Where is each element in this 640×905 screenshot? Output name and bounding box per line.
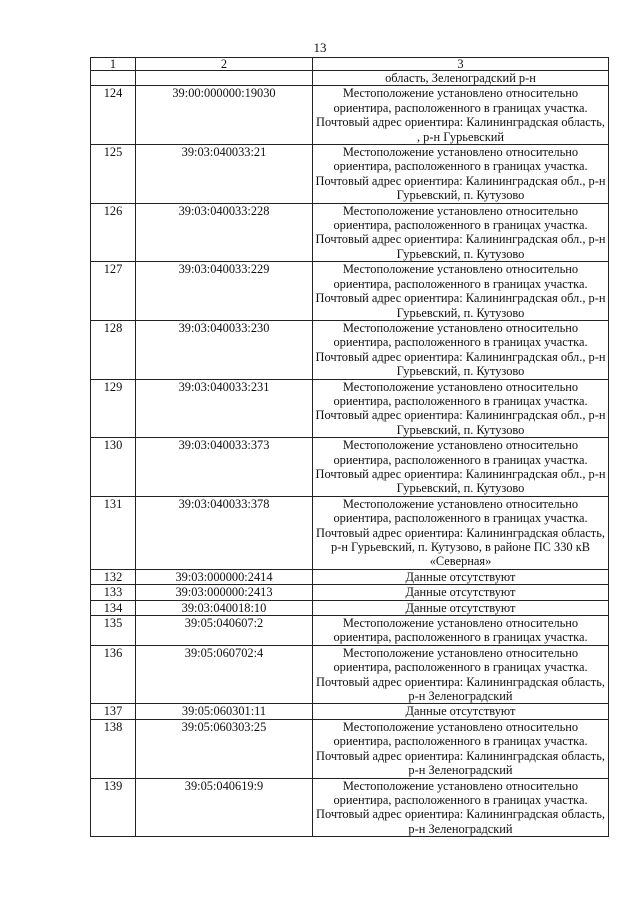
header-cell-cadastral: 2	[136, 58, 313, 71]
table-row	[91, 719, 609, 778]
location-description-cell: Местоположение установлено относительно ориентира, расположенного в границах участка. Почтовый адрес ориентира: Калининградская обл., р-н Гурьевский, п. Кутузово	[313, 379, 609, 438]
location-description-cell: Местоположение установлено относительно ориентира, расположенного в границах участка. Почтовый адрес ориентира: Калининградская обл., р-н Гурьевский, п. Кутузово	[313, 262, 609, 321]
table-row	[91, 778, 609, 837]
cadastral-number-cell: 39:00:000000:19030	[136, 86, 313, 145]
table-row	[91, 704, 609, 719]
cadastral-number-cell: 39:05:060702:4	[136, 645, 313, 704]
cadastral-number-cell: 39:03:000000:2413	[136, 585, 313, 600]
table-row	[91, 438, 609, 497]
row-number-cell: 130	[91, 438, 136, 497]
row-number-cell: 124	[91, 86, 136, 145]
cadastral-number-cell: 39:03:040033:373	[136, 438, 313, 497]
location-description-cell: Местоположение установлено относительно ориентира, расположенного в границах участка. Почтовый адрес ориентира: Калининградская область, р-н Зеленоградский	[313, 778, 609, 837]
cadastral-number-cell: 39:05:040619:9	[136, 778, 313, 837]
table-row	[91, 71, 609, 86]
cadastral-number-cell: 39:05:060303:25	[136, 719, 313, 778]
row-number-cell: 134	[91, 600, 136, 615]
row-number-cell	[91, 71, 136, 86]
cadastral-parcels-table	[90, 57, 609, 837]
location-description-cell: область, Зеленоградский р-н	[313, 71, 609, 86]
page-number: 13	[313, 40, 327, 55]
row-number-cell: 137	[91, 704, 136, 719]
table-row	[91, 203, 609, 262]
location-description-cell: Местоположение установлено относительно ориентира, расположенного в границах участка. Почтовый адрес ориентира: Калининградская область, р-н Зеленоградский	[313, 645, 609, 704]
table-body	[91, 58, 609, 837]
table-row	[91, 320, 609, 379]
location-description-cell: Данные отсутствуют	[313, 585, 609, 600]
row-number-cell: 138	[91, 719, 136, 778]
cadastral-number-cell	[136, 71, 313, 86]
table-row	[91, 379, 609, 438]
location-description-cell: Местоположение установлено относительно ориентира, расположенного в границах участка. Почтовый адрес ориентира: Калининградская обл., р-н Гурьевский, п. Кутузово	[313, 145, 609, 204]
table-row	[91, 86, 609, 145]
location-description-cell: Местоположение установлено относительно ориентира, расположенного в границах участка. Почтовый адрес ориентира: Калининградская область, , р-н Гурьевский	[313, 86, 609, 145]
cadastral-number-cell: 39:03:040033:21	[136, 145, 313, 204]
table-row	[91, 145, 609, 204]
location-description-cell: Местоположение установлено относительно ориентира, расположенного в границах участка. Почтовый адрес ориентира: Калининградская область, р-н Гурьевский, п. Кутузово, в районе ПС 330 кВ «Северная»	[313, 496, 609, 569]
table-row	[91, 585, 609, 600]
location-description-cell: Местоположение установлено относительно ориентира, расположенного в границах участка. Почтовый адрес ориентира: Калининградская обл., р-н Гурьевский, п. Кутузово	[313, 320, 609, 379]
row-number-cell: 126	[91, 203, 136, 262]
row-number-cell: 128	[91, 320, 136, 379]
row-number-cell: 132	[91, 569, 136, 584]
row-number-cell: 135	[91, 616, 136, 646]
location-description-cell: Местоположение установлено относительно ориентира, расположенного в границах участка. Почтовый адрес ориентира: Калининградская обл., р-н Гурьевский, п. Кутузово	[313, 203, 609, 262]
header-cell-description: 3	[313, 58, 609, 71]
table-row	[91, 262, 609, 321]
cadastral-number-cell: 39:05:060301:11	[136, 704, 313, 719]
row-number-cell: 139	[91, 778, 136, 837]
row-number-cell: 129	[91, 379, 136, 438]
table-row	[91, 645, 609, 704]
table-header-row	[91, 58, 609, 71]
row-number-cell: 127	[91, 262, 136, 321]
location-description-cell: Данные отсутствуют	[313, 704, 609, 719]
location-description-cell: Данные отсутствуют	[313, 600, 609, 615]
cadastral-number-cell: 39:03:040033:378	[136, 496, 313, 569]
table-row	[91, 600, 609, 615]
cadastral-number-cell: 39:03:040033:230	[136, 320, 313, 379]
row-number-cell: 136	[91, 645, 136, 704]
cadastral-number-cell: 39:03:040033:231	[136, 379, 313, 438]
location-description-cell: Местоположение установлено относительно ориентира, расположенного в границах участка. Почтовый адрес ориентира: Калининградская область, р-н Зеленоградский	[313, 719, 609, 778]
table-row	[91, 569, 609, 584]
row-number-cell: 125	[91, 145, 136, 204]
row-number-cell: 131	[91, 496, 136, 569]
location-description-cell: Местоположение установлено относительно ориентира, расположенного в границах участка.	[313, 616, 609, 646]
location-description-cell: Местоположение установлено относительно ориентира, расположенного в границах участка. Почтовый адрес ориентира: Калининградская обл., р-н Гурьевский, п. Кутузово	[313, 438, 609, 497]
cadastral-number-cell: 39:03:000000:2414	[136, 569, 313, 584]
row-number-cell: 133	[91, 585, 136, 600]
table-row	[91, 496, 609, 569]
cadastral-number-cell: 39:03:040033:228	[136, 203, 313, 262]
header-cell-number: 1	[91, 58, 136, 71]
cadastral-number-cell: 39:03:040033:229	[136, 262, 313, 321]
table-row	[91, 616, 609, 646]
cadastral-number-cell: 39:03:040018:10	[136, 600, 313, 615]
location-description-cell: Данные отсутствуют	[313, 569, 609, 584]
cadastral-number-cell: 39:05:040607:2	[136, 616, 313, 646]
